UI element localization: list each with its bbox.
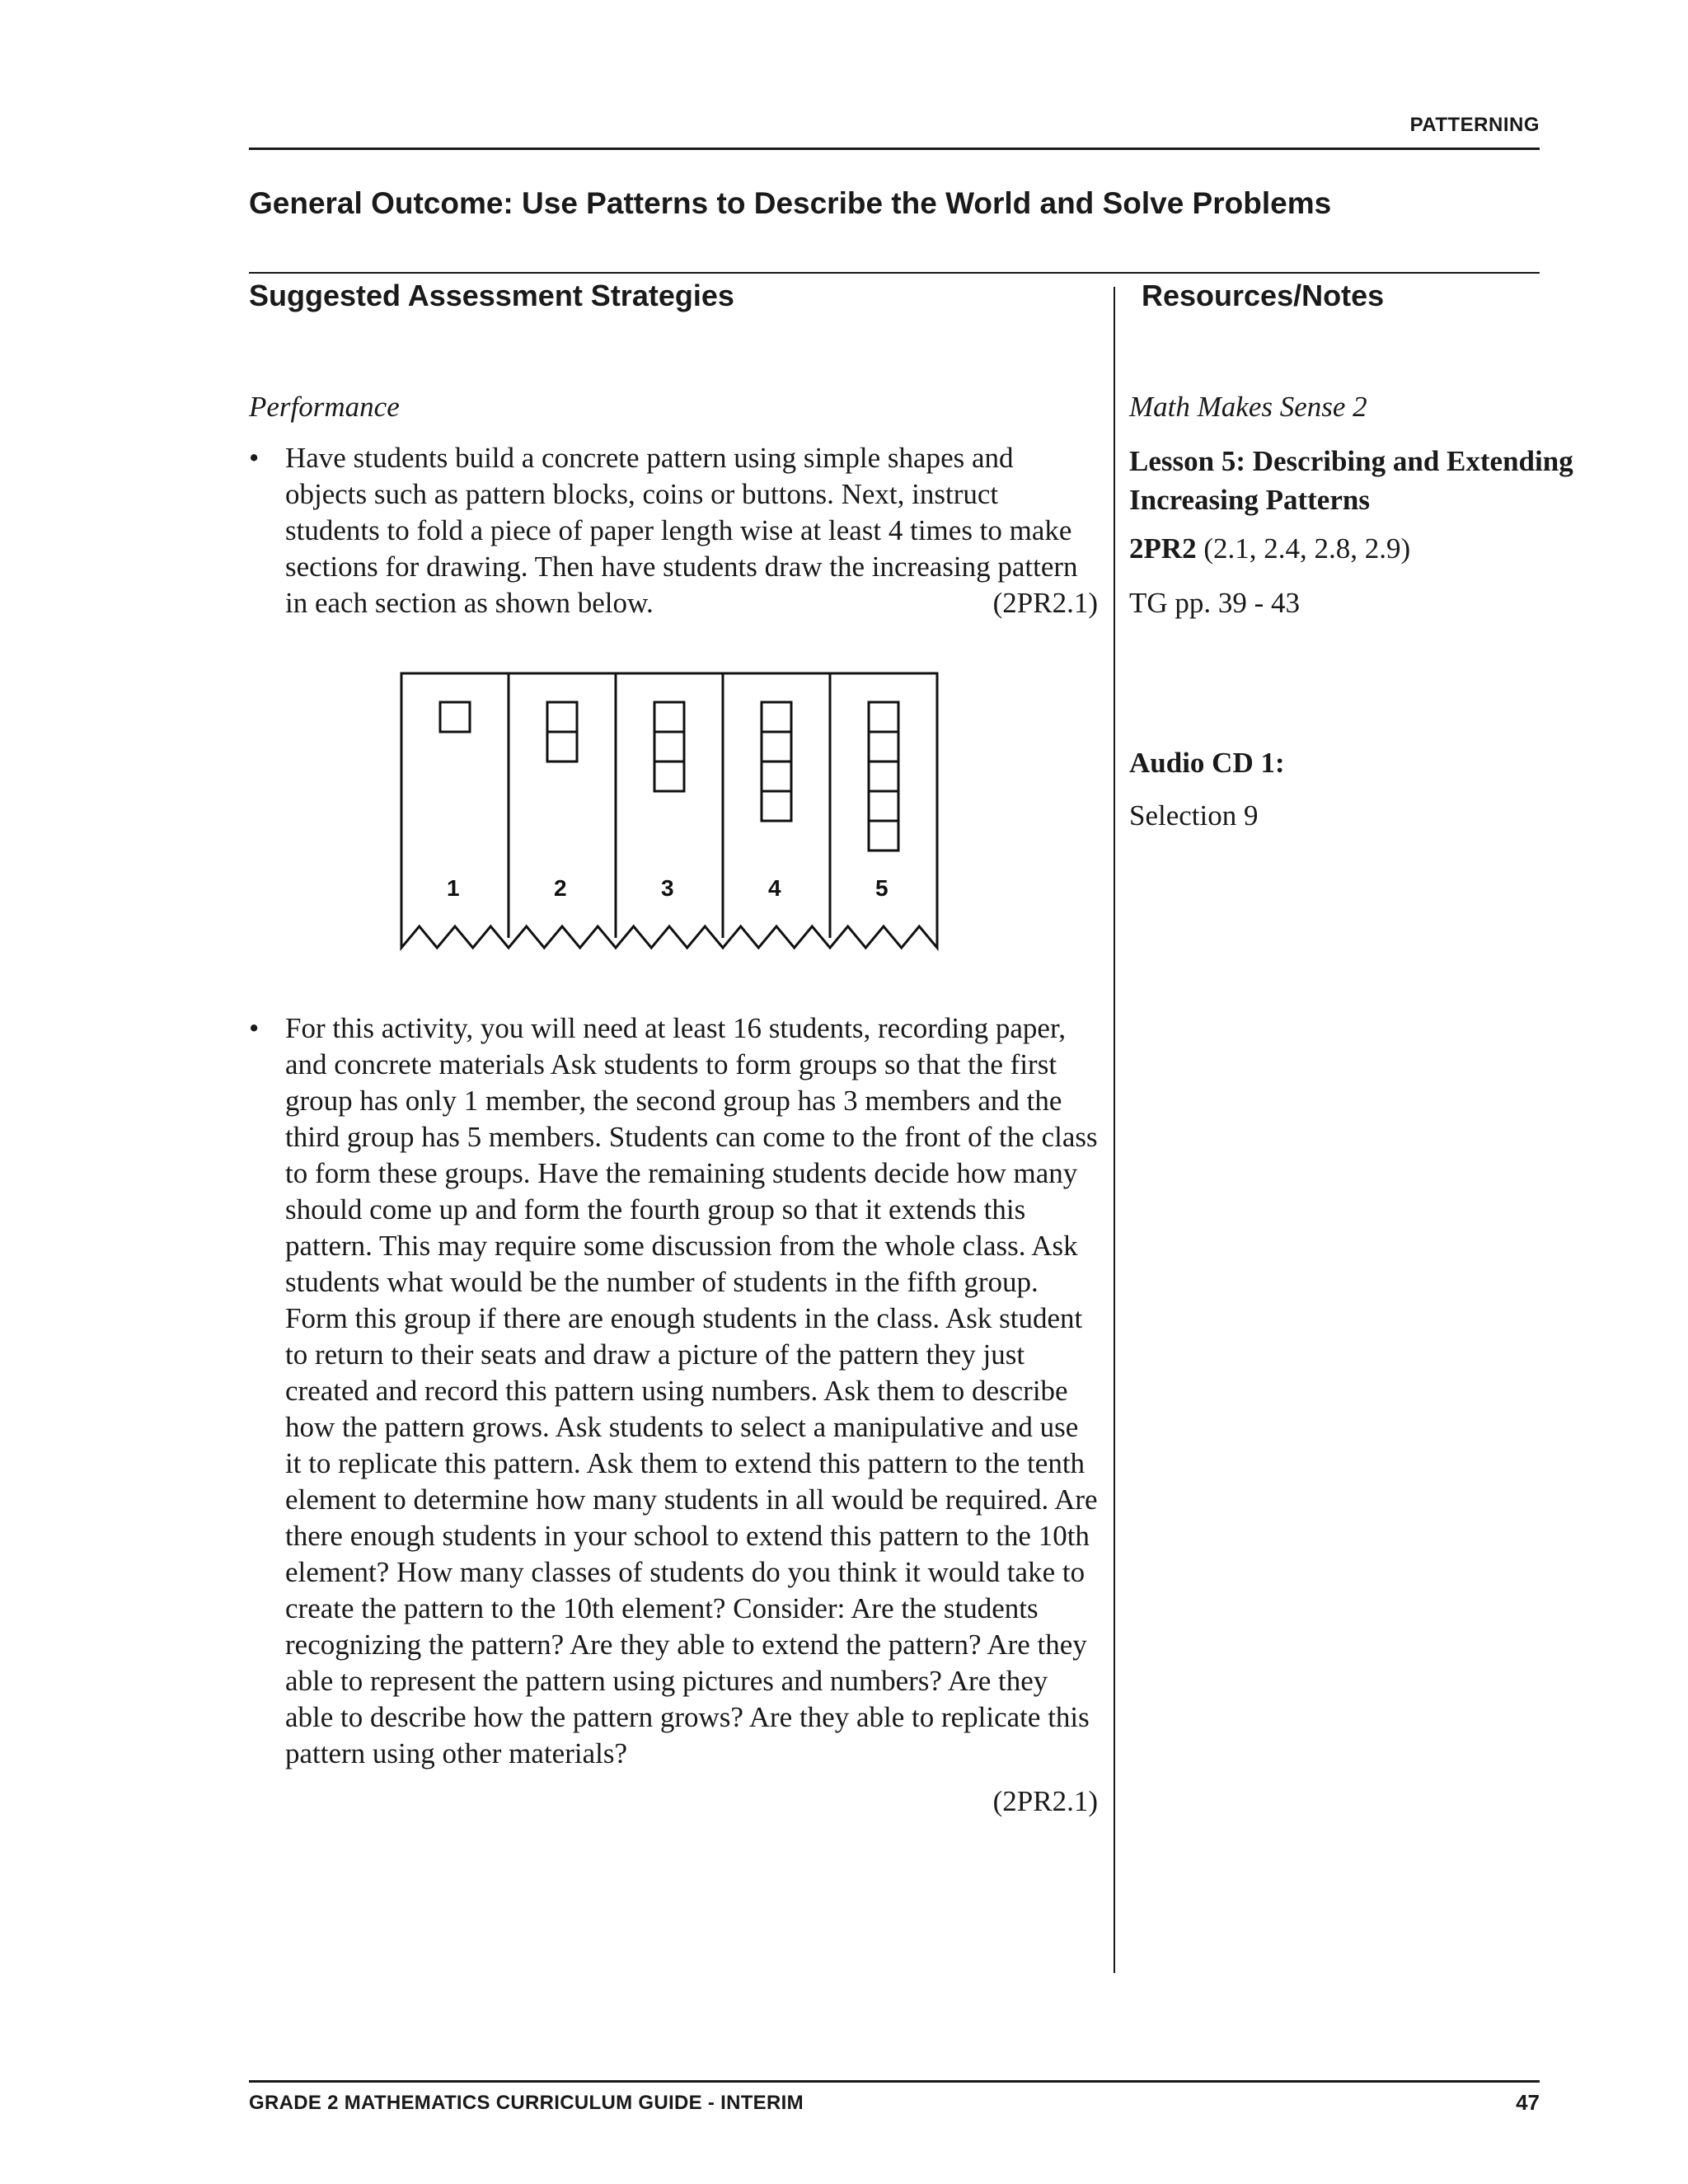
assessment-category: Performance [249, 391, 400, 423]
resource-audio-selection: Selection 9 [1129, 799, 1259, 832]
section-label: PATTERNING [1409, 114, 1540, 136]
paper-outline [401, 673, 937, 948]
assessment-item-2-ref: (2PR2.1) [992, 1785, 1098, 1817]
bullet-icon: • [249, 1012, 260, 1044]
assessment-item-1 [249, 440, 1098, 621]
resource-lesson: Lesson 5: Describing and Extending Increasing Patterns [1129, 445, 1573, 516]
pattern-square [762, 732, 791, 762]
assessment-item-1-text: Have students build a concrete pattern using simple shapes and objects such as pattern blocks, coins or buttons. Next, instruct students to fold a piece of paper length wise at least 4 times to make sections for drawing. Then have students draw the increasing pattern in each section as shown below. [285, 442, 1078, 619]
outcome-items: (2.1, 2.4, 2.8, 2.9) [1196, 532, 1411, 565]
section-number-label: 1 [447, 875, 460, 901]
footer-title: GRADE 2 MATHEMATICS CURRICULUM GUIDE - INTERIM [249, 2092, 804, 2114]
pattern-square [654, 702, 684, 732]
resource-book-title: Math Makes Sense 2 [1129, 391, 1367, 423]
section-number-label: 4 [768, 875, 781, 901]
pattern-square [762, 791, 791, 821]
page-number: 47 [1516, 2090, 1540, 2115]
outcome-code: 2PR2 [1129, 532, 1197, 565]
pattern-square [440, 702, 470, 732]
pattern-square [547, 732, 577, 762]
section-number-label: 5 [875, 875, 889, 901]
pattern-square [654, 762, 684, 791]
pattern-square [869, 762, 898, 791]
outcome-rule [249, 272, 1540, 274]
bullet-icon: • [249, 442, 260, 474]
resource-outcomes [1129, 532, 1410, 565]
assessment-heading: Suggested Assessment Strategies [249, 279, 734, 312]
assessment-item-1-ref: (2PR2.1) [992, 587, 1098, 619]
assessment-item-2-text: For this activity, you will need at least 16 students, recording paper, and concrete materials Ask students to form groups so that the first group has only 1 member, the second group has 3 members and the third group has 5 members. Students can come to the front of the class to form these groups. Have the remaining students decide how many should come up and form the fourth group so that it extends this pattern. This may require some discussion from the whole class. Ask students what would be the number of students in the fifth group. Form this group if there are enough students in the class. Ask student to return to their seats and draw a picture of the pattern they just created and record this pattern using numbers. Ask them to describe how the pattern grows. Ask students to select a manipulative and use it to replicate this pattern. Ask them to extend this pattern to the tenth element to determine how many students in all would be required. Are there enough students in your school to extend this pattern to the 10th element? How many classes of students do you think it would take to create the pattern to the 10th element? Consider: Are the students recognizing the pattern? Are they able to extend the pattern? Are they able to represent the pattern using pictures and numbers? Are they able to describe how the pattern grows? Are they able to replicate this pattern using other materials? [285, 1012, 1098, 1769]
pattern-square [654, 732, 684, 762]
footer-rule [249, 2080, 1540, 2083]
section-number-label: 3 [661, 875, 674, 901]
folded-paper-pattern-figure [397, 669, 941, 974]
pattern-square [762, 762, 791, 791]
pattern-square [762, 702, 791, 732]
column-divider [1114, 287, 1115, 1973]
resource-audio-label: Audio CD 1: [1129, 747, 1285, 779]
pattern-square [869, 791, 898, 821]
pattern-square [869, 821, 898, 851]
general-outcome-title: General Outcome: Use Patterns to Describe the World and Solve Problems [249, 186, 1332, 220]
resources-heading: Resources/Notes [1142, 279, 1385, 312]
pattern-square [869, 702, 898, 732]
section-number-label: 2 [554, 875, 567, 901]
pattern-square [547, 702, 577, 732]
resource-tg-pages: TG pp. 39 - 43 [1129, 587, 1301, 619]
assessment-item-2 [249, 1010, 1098, 1820]
header-rule [249, 148, 1540, 150]
pattern-square [869, 732, 898, 762]
